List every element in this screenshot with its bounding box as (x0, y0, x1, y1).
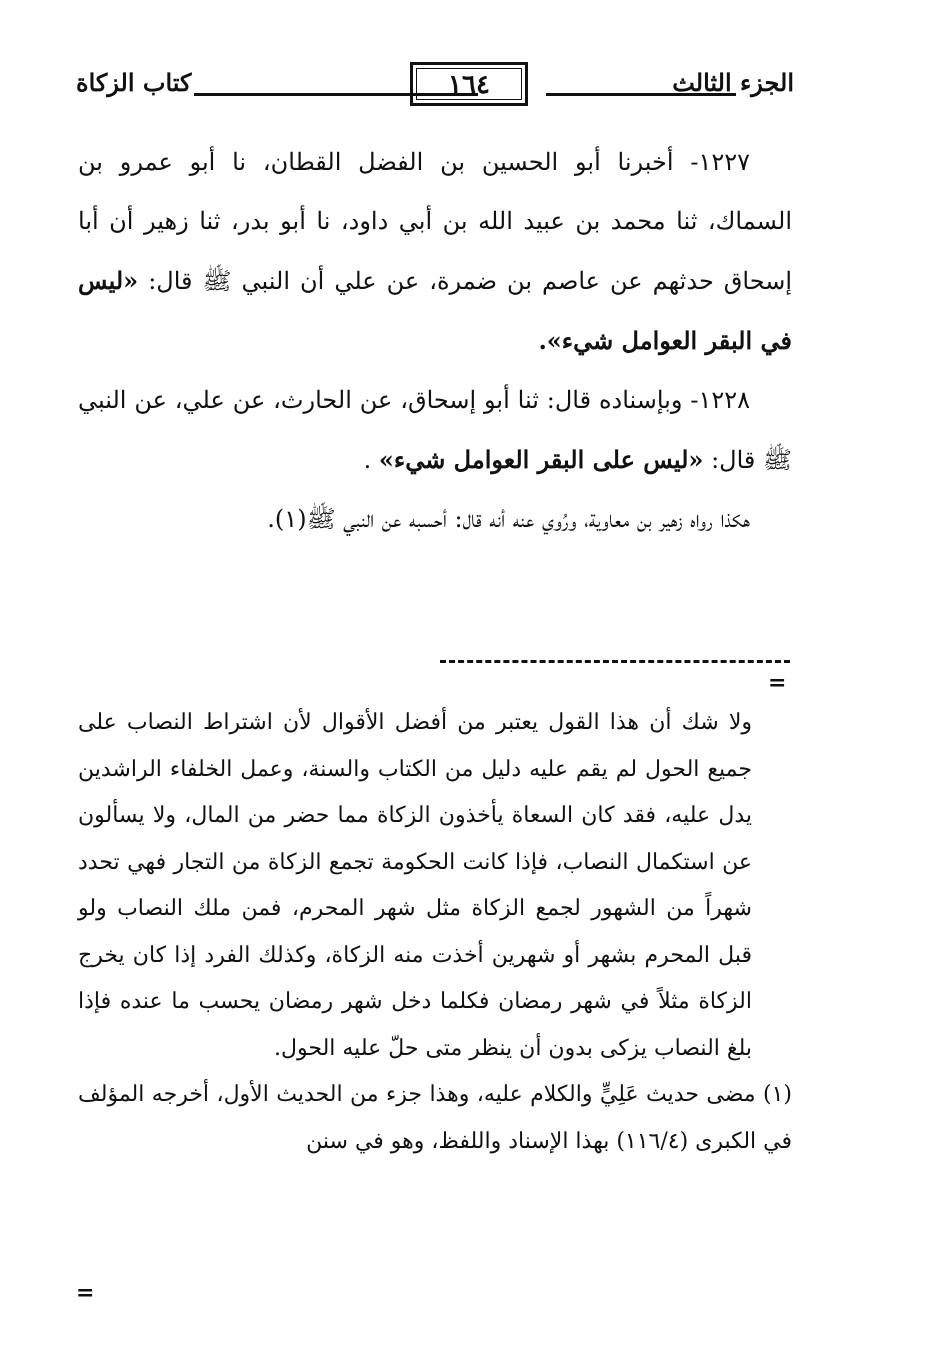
hadith-1228-text: ١٢٢٨- وبإسناده قال: ثنا أبو إسحاق، عن الحارث، عن علي، عن النبي ﷺ قال: (78, 386, 792, 474)
footnote-continuation: ولا شك أن هذا القول يعتبر من أفضل الأقوال لأن اشتراط النصاب على جميع الحول لم يقم عليه دليل من الكتاب والسنة، وعمل الخلفاء الراشدين يدل عليه، فقد كان السعاة يأخذون الزكاة مما حضر من المال، ولا يسألون عن استكمال النصاب، فإذا كانت الحكومة تجمع الزكاة من التجار فهي تحدد شهراً من الشهور لجمع الزكاة مثل شهر المحرم، فمن ملك النصاب ولو قبل المحرم بشهر أو شهرين أخذت منه الزكاة، وكذلك الفرد إذا كان يخرج الزكاة مثلاً في شهر رمضان فكلما دخل شهر رمضان يحسب ما عنده فإذا بلغ النصاب يزكى بدون أن ينظر متى حلّ عليه الحول. (78, 710, 752, 1061)
hadith-1227-quote: «ليس في البقر العوامل شيء». (78, 266, 792, 355)
page-number: ١٦٤ (410, 62, 528, 106)
narration-remark (78, 490, 792, 549)
continuation-mark-top: = (768, 670, 787, 696)
hadith-1228-quote: «ليس على البقر العوامل شيء» (378, 445, 704, 474)
hadith-1227-text: ١٢٢٧- أخبرنا أبو الحسين بن الفضل القطان، نا أبو عمرو بن السماك، ثنا محمد بن عبيد الله بن أبي داود، نا أبو بدر، ثنا زهير أن أبا إسحاق حدثهم عن عاصم بن ضمرة، عن علي أن النبي ﷺ قال: (78, 148, 793, 295)
hadith-1227 (78, 133, 792, 371)
section-title: كتاب الزكاة (76, 68, 192, 97)
footnote-1: (١) مضى حديث عَلِيٍّ والكلام عليه، وهذا جزء من الحديث الأول، أخرجه المؤلف في الكبرى (١١٦/٤) بهذا الإسناد واللفظ، وهو في سنن (78, 1082, 792, 1154)
footnote-separator (440, 660, 790, 665)
footnotes (78, 700, 792, 1165)
footnote-ref-1: (١). (267, 505, 307, 533)
continuation-mark-bottom: = (76, 1280, 95, 1306)
running-header (76, 62, 794, 112)
main-text (78, 133, 792, 549)
hadith-1228 (78, 371, 792, 490)
part-title: الجزء الثالث (672, 68, 794, 97)
narration-remark-text: هكذا رواه زهير بن معاوية، ورُوي عنه أنه قال: أحسبه عن النبي ﷺ (306, 505, 750, 533)
hadith-1228-end: . (363, 446, 372, 474)
